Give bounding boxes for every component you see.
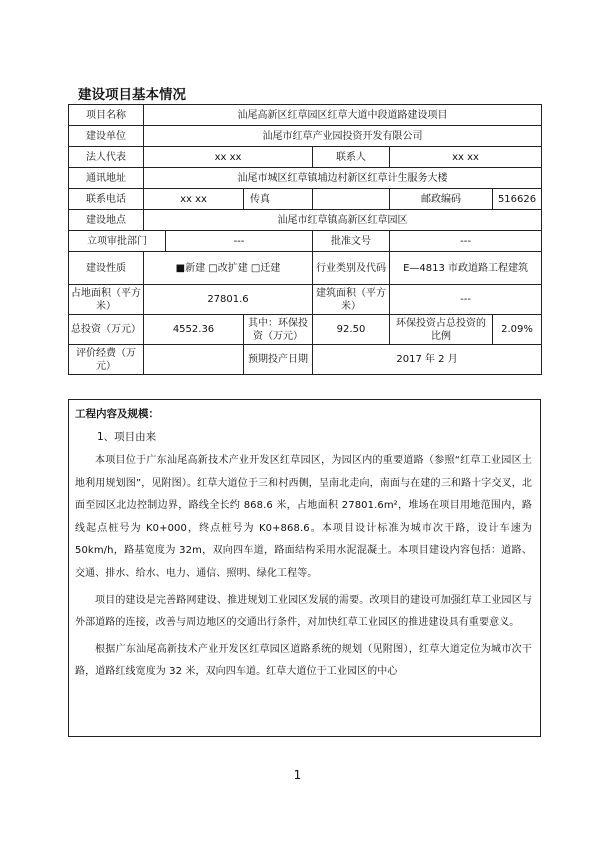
land-area-label: 占地面积（平方米） (69, 285, 144, 315)
table-row (69, 105, 542, 126)
phone-label: 联系电话 (69, 189, 144, 210)
table-row (69, 345, 542, 375)
table-row (69, 126, 542, 147)
address-label: 通讯地址 (69, 168, 144, 189)
postcode-label: 邮政编码 (390, 189, 493, 210)
project-content-box (68, 399, 541, 737)
operation-date-value: 2017 年 2 月 (313, 345, 542, 375)
approval-no-value: --- (390, 231, 542, 252)
env-ratio-value: 2.09% (493, 315, 542, 345)
location-value: 汕尾市红草镇高新区红草园区 (144, 210, 542, 231)
env-invest-value: 92.50 (313, 315, 390, 345)
table-row (69, 168, 542, 189)
env-ratio-label: 环保投资占总投资的比例 (390, 315, 493, 345)
build-area-value: --- (390, 285, 542, 315)
approval-no-label: 批准文号 (313, 231, 390, 252)
content-paragraph: 项目的建设是完善路网建设、推进规划工业园区发展的需要。改项目的建设可加强红草工业园区与外部道路的连接，改善与周边地区的交通出行条件，对加快红草工业园区的推进建设具有重要意义。 (75, 594, 532, 629)
legal-rep-value: xx xx (144, 147, 313, 168)
page-number: 1 (293, 768, 302, 782)
postcode-value: 516626 (493, 189, 542, 210)
table-row (69, 210, 542, 231)
legal-rep-label: 法人代表 (69, 147, 144, 168)
builder-value: 汕尾市红草产业园投资开发有限公司 (144, 126, 542, 147)
table-row (69, 147, 542, 168)
fax-value (313, 189, 390, 210)
content-paragraph: 本项目位于广东汕尾高新技术产业开发区红草园区，为园区内的重要道路（参照“红草工业园区土地利用规划图”，见附图）。红草大道位于三和村西侧，呈南北走向，南面与在建的三和路十字交叉，北面至园区北边控制边界，路线全长约 868.6 米，占地面积 27801.6m²，堆场在项目用地范围内，路线起点桩号为 K0+000，终点桩号为 K0+868.6。本项目设计标准为城市次干路，设计车速为 50km/h，路基宽度为 32m，双向四车道，路面结构采用水泥混凝土。本项目建设内容包括：道路、交通、排水、给水、电力、通信、照明、绿化工程等。 (75, 455, 532, 579)
approval-dept-label: 立项审批部门 (69, 231, 166, 252)
nature-label: 建设性质 (69, 252, 144, 285)
fax-label: 传真 (244, 189, 313, 210)
project-name-label: 项目名称 (69, 105, 144, 126)
nature-value: ■新建 □改扩建 □迁建 (144, 252, 313, 285)
table-row (69, 285, 542, 315)
industry-value: E—4813 市政道路工程建筑 (390, 252, 542, 285)
section-title: 工程内容及规模： (75, 408, 159, 420)
location-label: 建设地点 (69, 210, 144, 231)
total-invest-value: 4552.36 (144, 315, 244, 345)
land-area-value: 27801.6 (144, 285, 313, 315)
sub-title: 1、项目由来 (97, 431, 157, 443)
table-row (69, 189, 542, 210)
project-name-value: 汕尾高新区红草园区红草大道中段道路建设项目 (144, 105, 542, 126)
contact-label: 联系人 (313, 147, 390, 168)
build-area-label: 建筑面积（平方米） (313, 285, 390, 315)
total-invest-label: 总投资（万元） (69, 315, 144, 345)
eval-fee-label: 评价经费（万元） (69, 345, 144, 375)
eval-fee-value (144, 345, 244, 375)
contact-value: xx xx (390, 147, 542, 168)
approval-dept-value: --- (166, 231, 313, 252)
table-row (69, 252, 542, 285)
phone-value: xx xx (144, 189, 244, 210)
content-paragraph: 根据广东汕尾高新技术产业开发区红草园区道路系统的规划（见附图），红草大道定位为城市次干路，道路红线宽度为 32 米，双向四车道。红草大道位于工业园区的中心 (75, 643, 532, 678)
table-row (69, 231, 542, 252)
industry-label: 行业类别及代码 (313, 252, 390, 285)
table-row (69, 315, 542, 345)
page-title: 建设项目基本情况 (78, 87, 186, 103)
project-info-table (68, 104, 542, 375)
address-value: 汕尾市城区红草镇埔边村新区红草计生服务大楼 (144, 168, 542, 189)
env-invest-label: 其中：环保投资（万元） (244, 315, 313, 345)
operation-date-label: 预期投产日期 (244, 345, 313, 375)
builder-label: 建设单位 (69, 126, 144, 147)
